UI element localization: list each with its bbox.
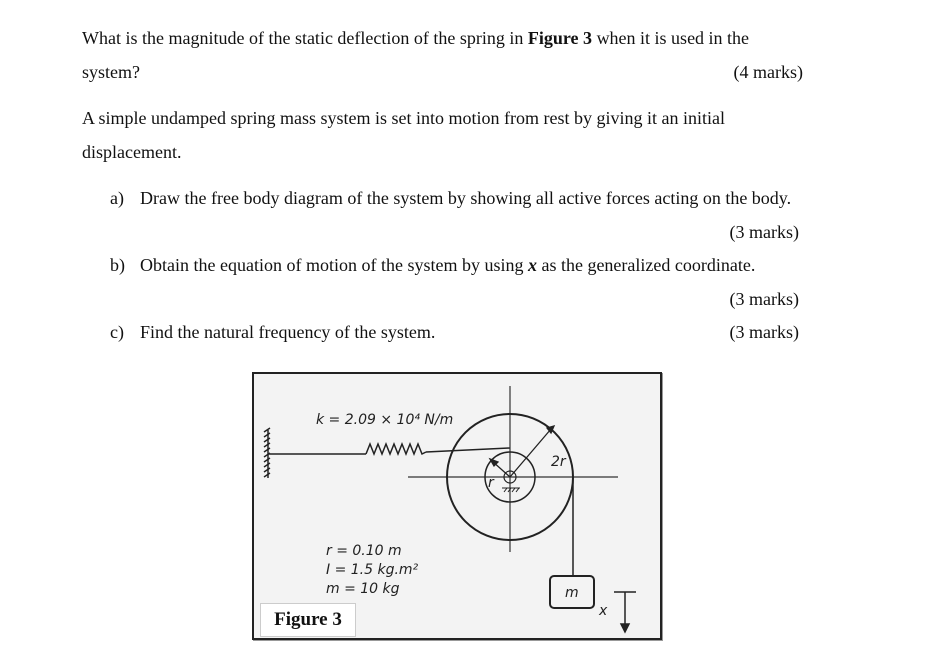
spring	[268, 444, 510, 454]
inner-radius-label: r	[488, 475, 494, 491]
outer-radius-label: 2r	[551, 454, 566, 470]
spring-pulley-diagram	[254, 374, 660, 638]
question-1-line-2: system?	[82, 62, 140, 82]
item-b-text-after: as the generalized coordinate.	[536, 255, 756, 275]
question-1-text-before: What is the magnitude of the static deflection of the spring in	[82, 28, 528, 48]
figure-caption: Figure 3	[260, 603, 356, 637]
question-2-intro-line-1: A simple undamped spring mass system is set into motion from rest by giving it an initial	[82, 108, 725, 128]
item-b-variable: x	[527, 255, 537, 275]
centre-lines	[408, 386, 618, 552]
question-1-line-1	[82, 28, 749, 49]
mass-label: m	[565, 585, 579, 601]
item-a-label: a)	[110, 188, 124, 208]
item-a-text: Draw the free body diagram of the system by showing all active forces acting on the body.	[140, 188, 792, 208]
mass-value-label: m = 10 kg	[326, 581, 400, 597]
item-c-label: c)	[110, 322, 124, 342]
radius-arrows	[490, 426, 554, 477]
radius-value-label: r = 0.10 m	[326, 543, 402, 559]
item-c-text: Find the natural frequency of the system.	[140, 322, 436, 342]
item-a-marks: (3 marks)	[729, 222, 799, 242]
displacement-label: x	[599, 603, 608, 619]
pivot-hatch	[502, 488, 520, 492]
wall-support	[264, 428, 270, 478]
item-b-label: b)	[110, 255, 125, 275]
figure-reference: Figure 3	[527, 28, 593, 48]
question-2-intro-line-2: displacement.	[82, 142, 182, 162]
inertia-value-label: I = 1.5 kg.m²	[326, 562, 419, 578]
question-1-marks: (4 marks)	[733, 62, 803, 82]
item-b-text-before: Obtain the equation of motion of the system by using	[140, 255, 528, 275]
item-b-text	[140, 255, 755, 276]
spring-constant-label: k = 2.09 × 10⁴ N/m	[316, 412, 454, 428]
x-direction-arrow	[614, 592, 636, 632]
item-b-marks: (3 marks)	[729, 289, 799, 309]
question-1-text-after: when it is used in the	[592, 28, 750, 48]
figure-3	[252, 372, 662, 640]
item-c-marks: (3 marks)	[729, 322, 799, 342]
